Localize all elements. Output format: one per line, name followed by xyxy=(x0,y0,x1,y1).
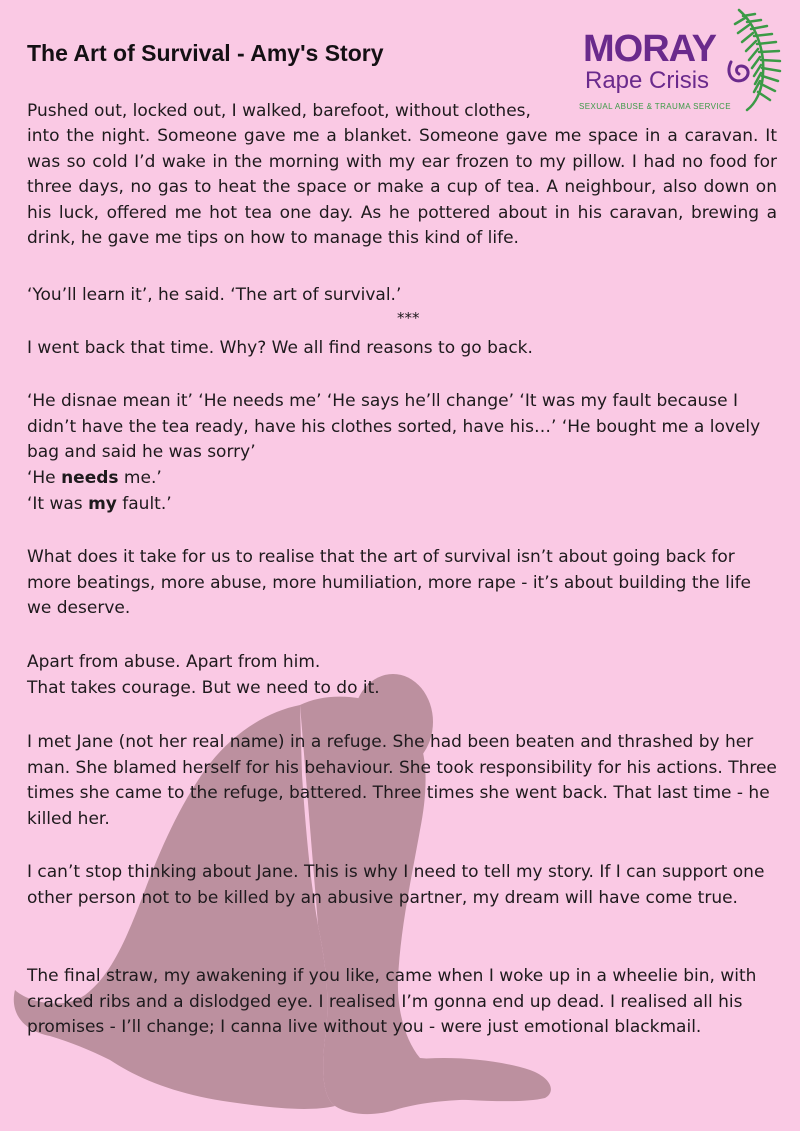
paragraph-6-line-1: Apart from abuse. Apart from him. xyxy=(27,652,321,672)
paragraph-4-line-2: ‘He needs me.’ xyxy=(27,468,162,488)
logo-tagline: SEXUAL ABUSE & TRAUMA SERVICE xyxy=(579,102,731,111)
paragraph-6-line-2: That takes courage. But we need to do it. xyxy=(27,678,380,698)
fern-icon xyxy=(725,4,795,114)
paragraph-2: ‘You’ll learn it’, he said. ‘The art of survival.’ xyxy=(27,285,402,305)
paragraph-4-line-3: ‘It was my fault.’ xyxy=(27,494,172,514)
paragraph-5: What does it take for us to realise that the art of survival isn’t about going back for more beatings, more abuse, more humiliation, more rape - it’s about building the life we deserve. xyxy=(27,547,752,618)
paragraph-1: into the night. Someone gave me a blanket. Someone gave me space in a caravan. It was so cold I’d wake in the morning with my ear frozen to my pillow. I had no food for three days, no gas to heat the space or make a cup of tea. A neighbour, also down on his luck, offered me hot tea one day. As he pottered about in his caravan, brewing a drink, he gave me tips on how to manage this kind of life. xyxy=(27,126,777,248)
paragraph-8: I can’t stop thinking about Jane. This is why I need to tell my story. If I can support one other person not to be killed by an abusive partner, my dream will have come true. xyxy=(27,862,765,908)
paragraph-1-first-line: Pushed out, locked out, I walked, barefoot, without clothes, xyxy=(27,101,531,121)
section-separator: *** xyxy=(397,309,420,327)
logo-name-moray: MORAY xyxy=(583,28,716,70)
paragraph-4: ‘He disnae mean it’ ‘He needs me’ ‘He says he’ll change’ ‘It was my fault because I didn’t have the tea ready, have his clothes sorted, have his…’ ‘He bought me a lovely bag and said he was sorry’ xyxy=(27,391,761,462)
story-title: The Art of Survival - Amy's Story xyxy=(27,40,384,66)
paragraph-3: I went back that time. Why? We all find reasons to go back. xyxy=(27,338,533,358)
moray-rape-crisis-logo xyxy=(555,4,795,124)
emphasis-my: my xyxy=(88,494,117,514)
emphasis-needs: needs xyxy=(61,468,119,488)
paragraph-7: I met Jane (not her real name) in a refuge. She had been beaten and thrashed by her man. She blamed herself for his behaviour. She took responsibility for his actions. Three times she came to the refuge, battered. Three times she went back. That last time - he killed her. xyxy=(27,732,777,829)
paragraph-9: The final straw, my awakening if you like, came when I woke up in a wheelie bin, with cracked ribs and a dislodged eye. I realised I’m gonna end up dead. I realised all his promises - I’ll change; I canna live without you - were just emotional blackmail. xyxy=(27,966,757,1037)
logo-name-rape-crisis: Rape Crisis xyxy=(585,67,710,94)
